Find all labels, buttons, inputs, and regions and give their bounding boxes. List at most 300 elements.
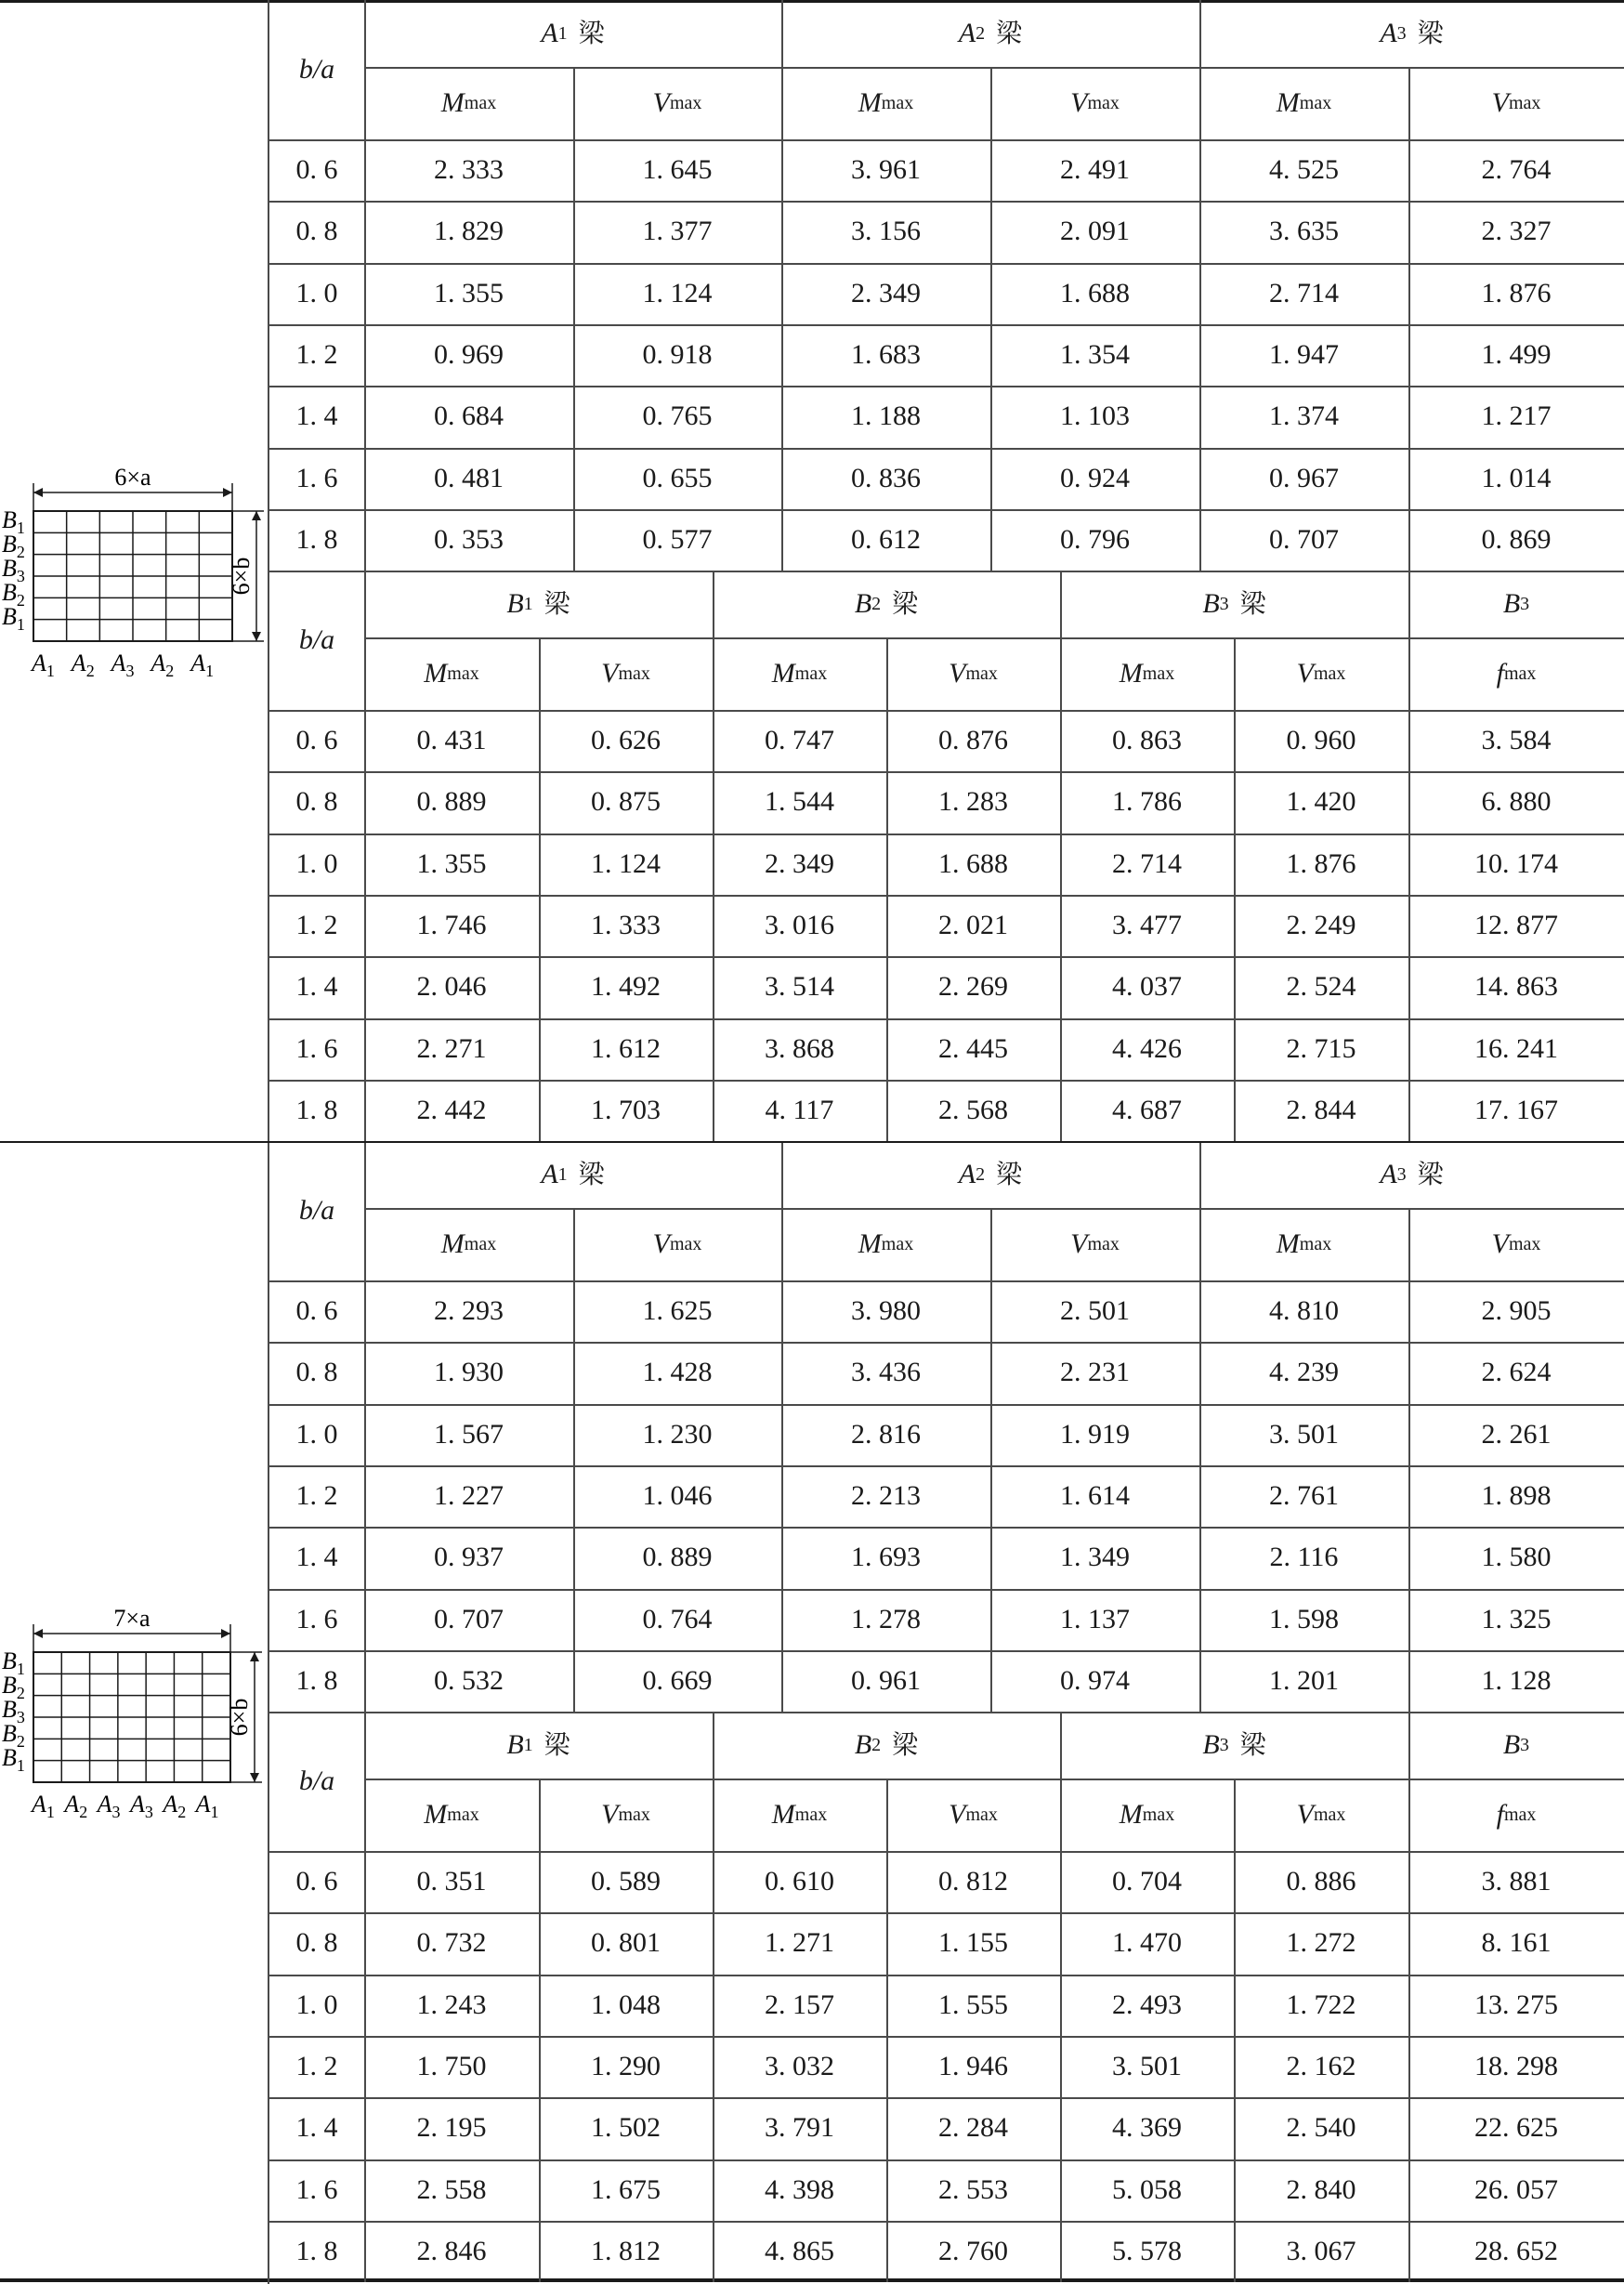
table-cell: 3. 016 — [765, 910, 834, 941]
table-cell: 1. 612 — [591, 1032, 661, 1064]
table-cell: 0. 924 — [1060, 462, 1130, 493]
symbol-subscript: 3 — [1520, 1735, 1530, 1755]
coefficient-header — [364, 67, 573, 139]
coefficient-header — [1408, 1779, 1624, 1851]
table-cell: 0. 351 — [416, 1866, 487, 1897]
table-cell: 0. 974 — [1060, 1664, 1130, 1696]
symbol-subscript: 2 — [871, 594, 882, 614]
column-rule — [713, 1712, 714, 2282]
column-rule — [1060, 571, 1062, 1141]
beam-word: 梁 — [892, 588, 919, 619]
coefficient-header — [781, 1208, 990, 1280]
table-cell: 0. 812 — [938, 1866, 1008, 1897]
table-cell: 2. 327 — [1481, 216, 1552, 247]
symbol-subscript: max — [618, 1805, 650, 1825]
coefficient-header — [1234, 1779, 1408, 1851]
coefficient-header — [1199, 67, 1408, 139]
symbol: B — [506, 588, 524, 619]
symbol: M — [440, 87, 465, 118]
symbol: V — [1070, 1228, 1088, 1259]
table-cell: 1. 354 — [1060, 339, 1130, 371]
symbol: B — [1202, 588, 1220, 619]
table-cell: 1. 103 — [1060, 400, 1130, 432]
row-beam-label: $B_2$ — [2, 1672, 25, 1702]
beam-group-header — [1060, 571, 1408, 637]
column-rule — [1199, 1141, 1201, 1712]
table-cell: 1. 355 — [416, 847, 487, 879]
row-rule — [269, 448, 1624, 450]
table-cell: 1. 555 — [938, 1989, 1008, 2020]
table-cell: 1. 930 — [434, 1357, 504, 1388]
table-cell: 1. 272 — [1286, 1927, 1356, 1959]
header-rule — [364, 637, 1624, 639]
table-cell: 0. 655 — [642, 462, 713, 493]
table-cell: 2. 195 — [416, 2112, 487, 2144]
table-cell: 2. 844 — [1286, 1094, 1356, 1125]
column-beam-label: $A_2$ — [71, 650, 95, 678]
table-cell: 2. 271 — [416, 1032, 487, 1064]
table-cell: 3. 791 — [765, 2112, 834, 2144]
table-cell: 17. 167 — [1474, 1094, 1558, 1125]
beam-word: 梁 — [578, 18, 605, 48]
symbol: B — [854, 588, 872, 619]
table-cell: 1. 243 — [416, 1989, 487, 2020]
column-rule — [364, 571, 366, 1141]
symbol: M — [858, 87, 882, 118]
table-cell: 1. 688 — [938, 847, 1008, 879]
symbol-subscript: max — [965, 663, 998, 684]
symbol: V — [1296, 1799, 1314, 1830]
symbol-subscript: 1 — [523, 594, 533, 614]
ratio-value: 1. 0 — [295, 277, 338, 308]
beam-group-header — [713, 1712, 1060, 1779]
symbol-subscript: max — [669, 93, 702, 113]
symbol: A — [541, 1159, 558, 1189]
beam-group-header — [1199, 0, 1624, 67]
table-cell: 1. 580 — [1481, 1542, 1552, 1573]
table-cell: 0. 707 — [1269, 523, 1339, 555]
coefficient-header — [886, 637, 1060, 710]
table-cell: 2. 816 — [851, 1418, 921, 1450]
table-cell: 3. 881 — [1481, 1866, 1552, 1897]
symbol: V — [1296, 658, 1314, 689]
table-cell: 2. 760 — [938, 2235, 1008, 2266]
column-rule — [1408, 1208, 1410, 1712]
beam-word: 梁 — [544, 1729, 570, 1760]
beam-group-header — [781, 1141, 1199, 1208]
table-cell: 22. 625 — [1474, 2112, 1558, 2144]
ratio-label: b/a — [298, 1766, 335, 1796]
column-rule — [713, 571, 714, 1141]
column-beam-label: $A_1$ — [32, 650, 55, 678]
table-cell: 1. 567 — [434, 1418, 504, 1450]
row-rule — [269, 2159, 1624, 2161]
column-rule — [1234, 637, 1236, 1141]
table-cell: 2. 764 — [1481, 154, 1552, 186]
symbol: V — [1491, 87, 1509, 118]
column-beam-label: $A_1$ — [195, 1791, 219, 1819]
column-beam-label: $A_3$ — [97, 1791, 121, 1819]
ratio-value: 1. 6 — [295, 1603, 338, 1634]
row-rule — [269, 324, 1624, 326]
table-cell: 0. 918 — [642, 339, 713, 371]
table-cell: 2. 116 — [1269, 1542, 1339, 1573]
table-cell: 4. 369 — [1112, 2112, 1182, 2144]
symbol-subscript: max — [1299, 93, 1332, 113]
height-label: 6×b — [228, 557, 255, 596]
table-cell: 4. 525 — [1269, 154, 1339, 186]
table-cell: 0. 889 — [642, 1542, 713, 1573]
table-cell: 0. 836 — [851, 462, 921, 493]
beam-group-header — [1408, 571, 1624, 637]
table-cell: 3. 961 — [851, 154, 921, 186]
ratio-value: 1. 2 — [295, 910, 338, 941]
table-cell: 2. 840 — [1286, 2173, 1356, 2205]
symbol-subscript: max — [881, 93, 914, 113]
ratio-value: 0. 6 — [295, 1866, 338, 1897]
table-cell: 1. 124 — [642, 277, 713, 308]
table-cell: 1. 428 — [642, 1357, 713, 1388]
table-cell: 1. 675 — [591, 2173, 661, 2205]
column-rule — [1199, 0, 1201, 571]
coefficient-header — [364, 1779, 539, 1851]
column-rule — [1408, 67, 1410, 571]
height-label: 6×b — [226, 1698, 253, 1737]
symbol: B — [1502, 588, 1521, 619]
table-cell: 2. 568 — [938, 1094, 1008, 1125]
symbol-subscript: max — [881, 1234, 914, 1254]
table-cell: 1. 683 — [851, 339, 921, 371]
table-cell: 4. 810 — [1269, 1295, 1339, 1327]
table-cell: 1. 333 — [591, 910, 661, 941]
ratio-value: 1. 0 — [295, 847, 338, 879]
table-cell: 2. 157 — [765, 1989, 834, 2020]
coefficient-header — [573, 1208, 781, 1280]
symbol-subscript: 1 — [557, 23, 568, 44]
table-cell: 0. 889 — [416, 786, 487, 818]
beam-group-header — [713, 571, 1060, 637]
coefficient-header — [1408, 1208, 1624, 1280]
ratio-value: 1. 6 — [295, 462, 338, 493]
header-rule — [364, 1779, 1624, 1780]
ratio-value: 1. 4 — [295, 1542, 338, 1573]
table-cell: 1. 014 — [1481, 462, 1552, 493]
table-cell: 0. 961 — [851, 1664, 921, 1696]
table-cell: 4. 398 — [765, 2173, 834, 2205]
header-rule — [269, 710, 1624, 712]
table-cell: 1. 325 — [1481, 1603, 1552, 1634]
table-cell: 0. 967 — [1269, 462, 1339, 493]
table-cell: 0. 764 — [642, 1603, 713, 1634]
table-cell: 3. 477 — [1112, 910, 1182, 941]
table-cell: 2. 761 — [1269, 1480, 1339, 1512]
symbol-subscript: max — [1142, 1805, 1175, 1825]
table-cell: 2. 558 — [416, 2173, 487, 2205]
table-cell: 0. 869 — [1481, 523, 1552, 555]
table-cell: 3. 436 — [851, 1357, 921, 1388]
symbol: V — [949, 658, 966, 689]
ratio-value: 1. 0 — [295, 1418, 338, 1450]
coefficient-header — [364, 637, 539, 710]
column-rule — [886, 637, 888, 1141]
symbol: B — [506, 1729, 524, 1760]
row-rule — [269, 1342, 1624, 1344]
table-cell: 2. 046 — [416, 971, 487, 1003]
symbol: M — [1119, 658, 1143, 689]
ratio-value: 0. 6 — [295, 725, 338, 756]
table-cell: 1. 048 — [591, 1989, 661, 2020]
table-cell: 8. 161 — [1481, 1927, 1552, 1959]
table-cell: 1. 876 — [1481, 277, 1552, 308]
row-rule — [269, 263, 1624, 265]
symbol: M — [858, 1228, 882, 1259]
beam-word: 梁 — [892, 1729, 919, 1760]
table-cell: 2. 905 — [1481, 1295, 1552, 1327]
column-beam-label: $A_2$ — [163, 1791, 187, 1819]
table-cell: 0. 431 — [416, 725, 487, 756]
coefficient-header — [364, 1208, 573, 1280]
row-beam-label: $B_3$ — [2, 555, 25, 585]
column-rule — [990, 67, 992, 571]
table-cell: 1. 614 — [1060, 1480, 1130, 1512]
symbol-subscript: 3 — [1219, 594, 1229, 614]
table-cell: 1. 693 — [851, 1542, 921, 1573]
table-cell: 0. 801 — [591, 1927, 661, 1959]
beam-group-header — [1199, 1141, 1624, 1208]
symbol-subscript: max — [1503, 1805, 1537, 1825]
beam-group-header — [364, 571, 713, 637]
column-rule — [781, 0, 783, 571]
table-cell: 1. 217 — [1481, 400, 1552, 432]
ratio-value: 1. 2 — [295, 2051, 338, 2082]
symbol: A — [958, 18, 976, 48]
ratio-value: 0. 6 — [295, 1295, 338, 1327]
table-cell: 1. 283 — [938, 786, 1008, 818]
table-cell: 0. 684 — [434, 400, 504, 432]
symbol-subscript: max — [464, 1234, 497, 1254]
symbol-subscript: max — [1142, 663, 1175, 684]
table-cell: 1. 420 — [1286, 786, 1356, 818]
table-cell: 2. 524 — [1286, 971, 1356, 1003]
ratio-value: 0. 8 — [295, 1357, 338, 1388]
coefficient-header — [886, 1779, 1060, 1851]
table-cell: 1. 876 — [1286, 847, 1356, 879]
row-rule — [269, 1589, 1624, 1591]
beam-word: 梁 — [544, 588, 570, 619]
coefficient-header — [539, 1779, 713, 1851]
table-cell: 2. 021 — [938, 910, 1008, 941]
table-cell: 0. 875 — [591, 786, 661, 818]
coefficient-header — [573, 67, 781, 139]
symbol: M — [424, 658, 448, 689]
row-rule — [269, 895, 1624, 897]
column-beam-label: $A_2$ — [64, 1791, 88, 1819]
table-cell: 2. 491 — [1060, 154, 1130, 186]
row-rule — [269, 956, 1624, 958]
coefficient-header — [1408, 67, 1624, 139]
beam-group-header — [364, 0, 781, 67]
table-cell: 3. 980 — [851, 1295, 921, 1327]
table-cell: 2. 284 — [938, 2112, 1008, 2144]
grid-diagram — [0, 465, 269, 678]
table-cell: 0. 669 — [642, 1664, 713, 1696]
beam-word: 梁 — [996, 18, 1023, 48]
table-cell: 0. 481 — [434, 462, 504, 493]
table-cell: 0. 353 — [434, 523, 504, 555]
table-cell: 28. 652 — [1474, 2235, 1558, 2266]
row-beam-label: $B_1$ — [2, 1744, 25, 1775]
table-separator-rule — [269, 571, 1624, 572]
symbol: A — [1380, 18, 1397, 48]
table-cell: 3. 156 — [851, 216, 921, 247]
ratio-value: 1. 2 — [295, 339, 338, 371]
symbol-subscript: max — [447, 663, 479, 684]
table-cell: 1. 128 — [1481, 1664, 1552, 1696]
symbol-subscript: max — [1087, 1234, 1120, 1254]
symbol-subscript: max — [1299, 1234, 1332, 1254]
table-cell: 1. 829 — [434, 216, 504, 247]
table-cell: 1. 124 — [591, 847, 661, 879]
table-cell: 0. 863 — [1112, 725, 1182, 756]
ratio-value: 1. 8 — [295, 1094, 338, 1125]
table-cell: 0. 960 — [1286, 725, 1356, 756]
symbol-subscript: max — [669, 1234, 702, 1254]
table-cell: 1. 947 — [1269, 339, 1339, 371]
table-cell: 2. 231 — [1060, 1357, 1130, 1388]
row-beam-label: $B_2$ — [2, 579, 25, 610]
table-cell: 3. 501 — [1112, 2051, 1182, 2082]
symbol: B — [1202, 1729, 1220, 1760]
ratio-value: 1. 0 — [295, 1989, 338, 2020]
table-cell: 0. 969 — [434, 339, 504, 371]
ratio-value: 0. 8 — [295, 1927, 338, 1959]
table-cell: 2. 715 — [1286, 1032, 1356, 1064]
coefficient-header — [1408, 637, 1624, 710]
symbol: B — [854, 1729, 872, 1760]
symbol-subscript: max — [447, 1805, 479, 1825]
table-cell: 1. 645 — [642, 154, 713, 186]
table-cell: 1. 688 — [1060, 277, 1130, 308]
ratio-value: 1. 4 — [295, 971, 338, 1003]
beam-word: 梁 — [1417, 18, 1444, 48]
symbol: M — [1276, 87, 1300, 118]
table-cell: 1. 492 — [591, 971, 661, 1003]
table-cell: 1. 271 — [765, 1927, 834, 1959]
symbol-subscript: max — [1313, 1805, 1346, 1825]
table-cell: 3. 635 — [1269, 216, 1339, 247]
symbol-subscript: 2 — [871, 1735, 882, 1755]
table-cell: 0. 796 — [1060, 523, 1130, 555]
coefficient-header — [1060, 1779, 1234, 1851]
ratio-value: 1. 6 — [295, 1032, 338, 1064]
table-cell: 2. 249 — [1286, 910, 1356, 941]
column-rule — [573, 67, 575, 571]
table-cell: 2. 553 — [938, 2173, 1008, 2205]
symbol-subscript: max — [1508, 1234, 1541, 1254]
table-cell: 2. 293 — [434, 1295, 504, 1327]
ratio-value: 1. 8 — [295, 1664, 338, 1696]
symbol: V — [949, 1799, 966, 1830]
table-cell: 1. 188 — [851, 400, 921, 432]
row-rule — [269, 1465, 1624, 1467]
column-rule — [364, 1712, 366, 2282]
ratio-value: 1. 2 — [295, 1480, 338, 1512]
ratio-label: b/a — [298, 54, 335, 85]
table-cell: 26. 057 — [1474, 2173, 1558, 2205]
table-cell: 4. 037 — [1112, 971, 1182, 1003]
table-cell: 1. 155 — [938, 1927, 1008, 1959]
coefficient-header — [990, 1208, 1199, 1280]
column-beam-label: $A_1$ — [32, 1791, 55, 1819]
table-cell: 1. 598 — [1269, 1603, 1339, 1634]
symbol: M — [1276, 1228, 1300, 1259]
ratio-value: 1. 4 — [295, 400, 338, 432]
table-cell: 2. 162 — [1286, 2051, 1356, 2082]
table-cell: 6. 880 — [1481, 786, 1552, 818]
table-cell: 1. 349 — [1060, 1542, 1130, 1573]
column-beam-label: $A_3$ — [111, 650, 135, 678]
symbol: A — [541, 18, 558, 48]
symbol-subscript: max — [464, 93, 497, 113]
table-cell: 14. 863 — [1474, 971, 1558, 1003]
symbol-subscript: max — [1087, 93, 1120, 113]
table-cell: 2. 091 — [1060, 216, 1130, 247]
symbol-subscript: max — [794, 663, 828, 684]
coefficient-header — [781, 67, 990, 139]
width-label: 6×a — [114, 465, 151, 491]
symbol-subscript: 2 — [976, 23, 986, 44]
table-cell: 1. 625 — [642, 1295, 713, 1327]
grid-diagram — [0, 1606, 269, 1819]
row-rule — [269, 2097, 1624, 2099]
table-cell: 3. 067 — [1286, 2235, 1356, 2266]
symbol: V — [1491, 1228, 1509, 1259]
table-cell: 0. 747 — [765, 725, 834, 756]
table-cell: 2. 714 — [1269, 277, 1339, 308]
table-cell: 3. 868 — [765, 1032, 834, 1064]
table-cell: 2. 624 — [1481, 1357, 1552, 1388]
table-cell: 4. 426 — [1112, 1032, 1182, 1064]
column-rule — [1234, 1779, 1236, 2282]
beam-word: 梁 — [1239, 588, 1266, 619]
table-cell: 1. 746 — [416, 910, 487, 941]
symbol-subscript: max — [965, 1805, 998, 1825]
table-cell: 3. 032 — [765, 2051, 834, 2082]
symbol: V — [652, 87, 670, 118]
symbol: M — [771, 658, 795, 689]
row-rule — [269, 1404, 1624, 1406]
coefficient-header — [990, 67, 1199, 139]
column-rule — [781, 1141, 783, 1712]
table-cell: 2. 445 — [938, 1032, 1008, 1064]
symbol-subscript: max — [1508, 93, 1541, 113]
column-beam-label: $A_3$ — [130, 1791, 153, 1819]
symbol: M — [424, 1799, 448, 1830]
ratio-value: 1. 4 — [295, 2112, 338, 2144]
beam-group-header — [364, 1712, 713, 1779]
table-cell: 0. 589 — [591, 1866, 661, 1897]
symbol-subscript: max — [1503, 663, 1537, 684]
beam-group-header — [781, 0, 1199, 67]
ratio-label: b/a — [298, 624, 335, 655]
row-beam-label: $B_2$ — [2, 1720, 25, 1751]
symbol-subscript: max — [1313, 663, 1346, 684]
column-rule — [1408, 1712, 1410, 2282]
table-cell: 4. 117 — [765, 1094, 834, 1125]
table-cell: 1. 278 — [851, 1603, 921, 1634]
symbol: M — [440, 1228, 465, 1259]
table-cell: 1. 502 — [591, 2112, 661, 2144]
